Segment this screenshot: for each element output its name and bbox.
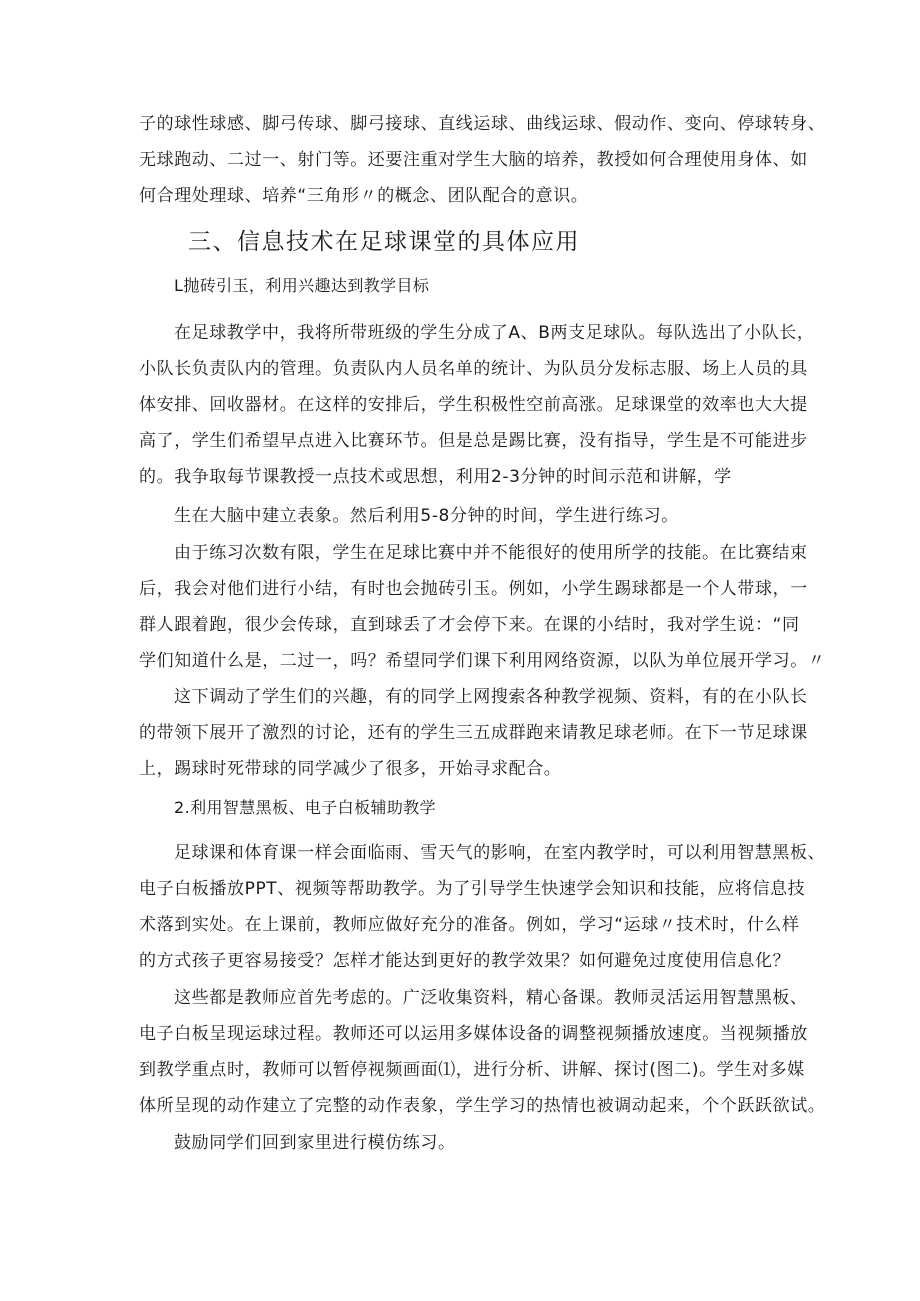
sub1-p3-line-2: 后，我会对他们进行小结，有时也会抛砖引玉。例如，小学生踢球都是一个人带球，一 (139, 579, 808, 599)
sub1-p3-line-4: 学们知道什么是，二过一，吗？希望同学们课下利用网络资源，以队为单位展开学习。〃 (139, 651, 826, 671)
sub1-p1-line-1: 在足球教学中，我将所带班级的学生分成了A、B两支足球队。每队选出了小队长， (174, 323, 815, 343)
sub1-p2: 生在大脑中建立表象。然后利用5-8分钟的时间，学生进行练习。 (174, 506, 679, 526)
subsection-2-heading: 2.利用智慧黑板、电子白板辅助教学 (174, 798, 437, 817)
sub1-p4-line-2: 的带领下展开了激烈的讨论，还有的学生三五成群跑来请教足球老师。在下一节足球课 (139, 723, 808, 743)
sub2-p1-line-2: 电子白板播放PPT、视频等帮助教学。为了引导学生快速学会知识和技能，应将信息技 (139, 879, 806, 899)
sub2-p2-line-3: 到教学重点时，教师可以暂停视频画面⑴，进行分析、讲解、探讨(图二)。学生对多媒 (139, 1060, 805, 1080)
sub2-p1-line-1: 足球课和体育课一样会面临雨、雪天气的影响，在室内教学时，可以利用智慧黑板、 (174, 843, 826, 863)
intro-line-1: 子的球性球感、脚弓传球、脚弓接球、直线运球、曲线运球、假动作、变向、停球转身、 (139, 114, 826, 134)
sub1-p1-line-5: 的。我争取每节课教授一点技术或思想，利用2-3分钟的时间示范和讲解，学 (139, 467, 732, 487)
sub2-p2-line-1: 这些都是教师应首先考虑的。广泛收集资料，精心备课。教师灵活运用智慧黑板、 (174, 988, 808, 1008)
subsection-1-heading: L抛砖引玉，利用兴趣达到教学目标 (174, 276, 430, 295)
sub2-p2-line-4: 体所呈现的动作建立了完整的动作表象，学生学习的热情也被调动起来，个个跃跃欲试。 (139, 1096, 826, 1116)
sub2-p3: 鼓励同学们回到家里进行模仿练习。 (174, 1133, 456, 1153)
section-heading: 三、信息技术在足球课堂的具体应用 (188, 229, 580, 255)
sub1-p1-line-3: 体安排、回收器材。在这样的安排后，学生积极性空前高涨。足球课堂的效率也大大提 (139, 395, 808, 415)
sub2-p1-line-4: 的方式孩子更容易接受？怎样才能达到更好的教学效果？如何避免过度使用信息化？ (139, 951, 791, 971)
sub1-p4-line-3: 上，踢球时死带球的同学减少了很多，开始寻求配合。 (139, 759, 562, 779)
sub1-p3-line-1: 由于练习次数有限，学生在足球比赛中并不能很好的使用所学的技能。在比赛结束 (174, 543, 808, 563)
intro-line-2: 无球跑动、二过一、射门等。还要注重对学生大脑的培养，教授如何合理使用身体、如 (139, 150, 808, 170)
sub1-p4-line-1: 这下调动了学生们的兴趣，有的同学上网搜索各种教学视频、资料，有的在小队长 (174, 687, 808, 707)
sub1-p1-line-4: 高了，学生们希望早点进入比赛环节。但是总是踢比赛，没有指导，学生是不可能进步 (139, 431, 808, 451)
sub1-p3-line-3: 群人跟着跑，很少会传球，直到球丢了才会停下来。在课的小结时，我对学生说：“同 (139, 615, 800, 635)
sub1-p1-line-2: 小队长负责队内的管理。负责队内人员名单的统计、为队员分发标志服、场上人员的具 (139, 359, 808, 379)
sub2-p1-line-3: 术落到实处。在上课前，教师应做好充分的准备。例如，学习“运球〃技术时，什么样 (139, 915, 800, 935)
sub2-p2-line-2: 电子白板呈现运球过程。教师还可以运用多媒体设备的调整视频播放速度。当视频播放 (139, 1024, 808, 1044)
intro-line-3: 何合理处理球、培养“三角形〃的概念、团队配合的意识。 (139, 186, 589, 206)
